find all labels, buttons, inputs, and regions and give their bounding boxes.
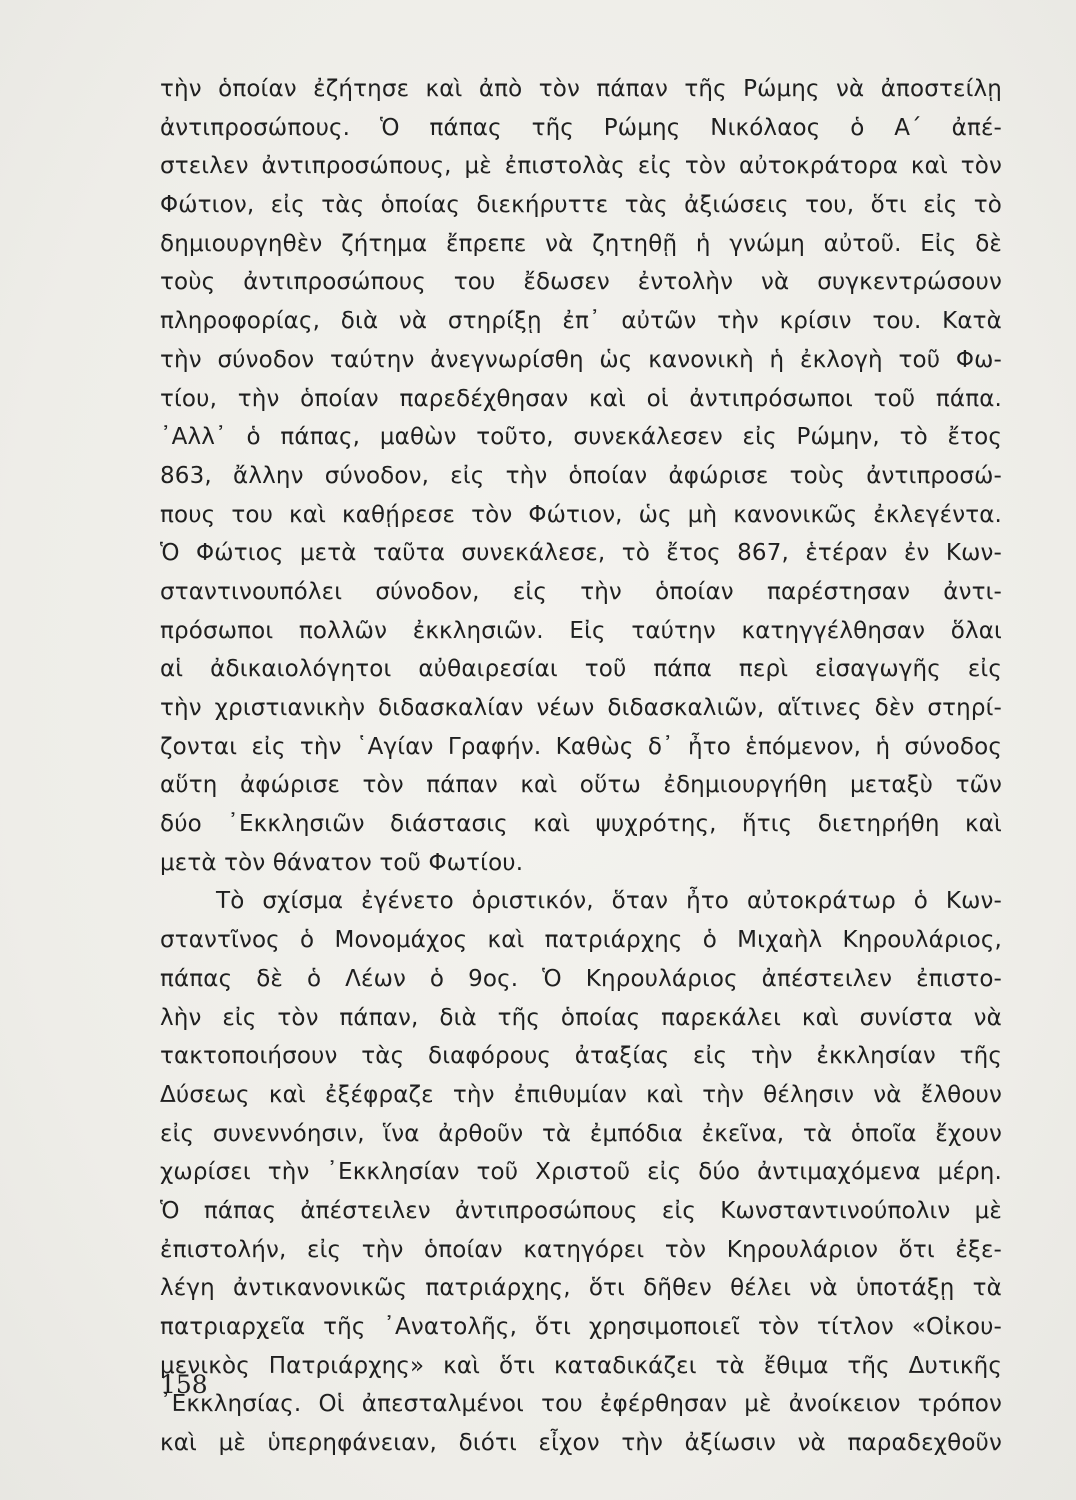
text-line: τὴν ὁποίαν ἐζήτησε καὶ ἀπὸ τὸν πάπαν τῆς Ρώμης νὰ ἀποστείλῃ [160,76,1002,102]
text-line: 863, ἄλλην σύνοδον, εἰς τὴν ὁποίαν ἀφώρισε τοὺς ἀντιπροσώ- [160,462,1002,489]
text-line: ἀντιπροσώπους. Ὁ πάπας τῆς Ρώμης Νικόλαος ὁ Α΄ ἀπέ- [160,114,1002,141]
text-line: εἰς συνεννόησιν, ἵνα ἀρθοῦν τὰ ἐμπόδια ἐκεῖνα, τὰ ὁποῖα ἔχουν [160,1120,1002,1147]
text-line: λέγη ἀντικανονικῶς πατριάρχης, ὅτι δῆθεν θέλει νὰ ὑποτάξῃ τὰ [160,1275,1002,1302]
text-line: αἱ ἀδικαιολόγητοι αὐθαιρεσίαι τοῦ πάπα περὶ εἰσαγωγῆς εἰς [160,656,1002,683]
text-line: Τὸ σχίσμα ἐγένετο ὁριστικόν, ὅταν ἦτο αὐτοκράτωρ ὁ Κων- [216,888,1002,915]
text-line: λὴν εἰς τὸν πάπαν, διὰ τῆς ὁποίας παρεκάλει καὶ συνίστα νὰ [160,1004,1002,1031]
text-line: ἐπιστολήν, εἰς τὴν ὁποίαν κατηγόρει τὸν Κηρουλάριον ὅτι ἐξε- [160,1236,1002,1263]
text-line: ᾿Εκκλησίας. Οἱ ἀπεσταλμένοι του ἐφέρθησαν μὲ ἀνοίκειον τρόπον [160,1391,1002,1418]
text-line: πατριαρχεῖα τῆς ᾿Ανατολῆς, ὅτι χρησιμοποιεῖ τὸν τίτλον «Οἰκου- [160,1314,1002,1340]
text-line: αὕτη ἀφώρισε τὸν πάπαν καὶ οὕτω ἐδημιουργήθη μεταξὺ τῶν [160,772,1002,799]
text-line: Ὁ πάπας ἀπέστειλεν ἀντιπροσώπους εἰς Κωνσταντινούπολιν μὲ [160,1197,1002,1224]
text-line: δύο ᾿Εκκλησιῶν διάστασις καὶ ψυχρότης, ἥτις διετηρήθη καὶ [160,811,1002,838]
text-line: μενικὸς Πατριάρχης» καὶ ὅτι καταδικάζει τὰ ἔθιμα τῆς Δυτικῆς [160,1352,1002,1379]
text-line: σταντινουπόλει σύνοδον, εἰς τὴν ὁποίαν παρέστησαν ἀντι- [160,578,1002,605]
body-text [160,70,1002,1463]
text-line: πους του καὶ καθῄρεσε τὸν Φώτιον, ὡς μὴ κανονικῶς ἐκλεγέντα. [160,501,1002,528]
text-line: σταντῖνος ὁ Μονομάχος καὶ πατριάρχης ὁ Μιχαὴλ Κηρουλάριος, [160,927,1002,954]
text-line: πρόσωποι πολλῶν ἐκκλησιῶν. Εἰς ταύτην κατηγγέλθησαν ὅλαι [160,617,1002,644]
text-line: τακτοποιήσουν τὰς διαφόρους ἀταξίας εἰς τὴν ἐκκλησίαν τῆς [160,1043,1002,1070]
text-line: τοὺς ἀντιπροσώπους του ἔδωσεν ἐντολὴν νὰ συγκεντρώσουν [160,269,1002,296]
text-line: τὴν χριστιανικὴν διδασκαλίαν νέων διδασκαλιῶν, αἵτινες δὲν στηρί- [160,695,1002,721]
text-line: δημιουργηθὲν ζήτημα ἔπρεπε νὰ ζητηθῇ ἡ γνώμη αὐτοῦ. Εἰς δὲ [160,230,1002,257]
text-line: Ὁ Φώτιος μετὰ ταῦτα συνεκάλεσε, τὸ ἔτος 867, ἑτέραν ἐν Κων- [160,540,1002,567]
text-line: πληροφορίας, διὰ νὰ στηρίξῃ ἐπ᾿ αὐτῶν τὴν κρίσιν του. Κατὰ [160,308,1002,335]
text-line: ᾿Αλλ᾿ ὁ πάπας, μαθὼν τοῦτο, συνεκάλεσεν εἰς Ρώμην, τὸ ἔτος [160,424,1002,451]
text-line: ζονται εἰς τὴν ῾Αγίαν Γραφήν. Καθὼς δ᾿ ἦτο ἑπόμενον, ἡ σύνοδος [160,733,1002,760]
text-line: καὶ μὲ ὑπερηφάνειαν, διότι εἶχον τὴν ἀξίωσιν νὰ παραδεχθοῦν [160,1430,1002,1457]
text-line: Φώτιον, εἰς τὰς ὁποίας διεκήρυττε τὰς ἀξιώσεις του, ὅτι εἰς τὸ [160,192,1002,219]
text-line: χωρίσει τὴν ᾿Εκκλησίαν τοῦ Χριστοῦ εἰς δύο ἀντιμαχόμενα μέρη. [160,1159,1002,1186]
text-line: τίου, τὴν ὁποίαν παρεδέχθησαν καὶ οἱ ἀντιπρόσωποι τοῦ πάπα. [160,385,1002,412]
text-line: μετὰ τὸν θάνατον τοῦ Φωτίου. [160,849,524,876]
text-line: τὴν σύνοδον ταύτην ἀνεγνωρίσθη ὡς κανονικὴ ἡ ἐκλογὴ τοῦ Φω- [160,346,1002,373]
text-line: στειλεν ἀντιπροσώπους, μὲ ἐπιστολὰς εἰς τὸν αὐτοκράτορα καὶ τὸν [160,153,1002,180]
text-line: Δύσεως καὶ ἐξέφραζε τὴν ἐπιθυμίαν καὶ τὴν θέλησιν νὰ ἔλθουν [160,1081,1002,1108]
text-line: πάπας δὲ ὁ Λέων ὁ 9ος. Ὁ Κηρουλάριος ἀπέστειλεν ἐπιστο- [160,965,1002,992]
page-number: 158 [160,1370,208,1399]
